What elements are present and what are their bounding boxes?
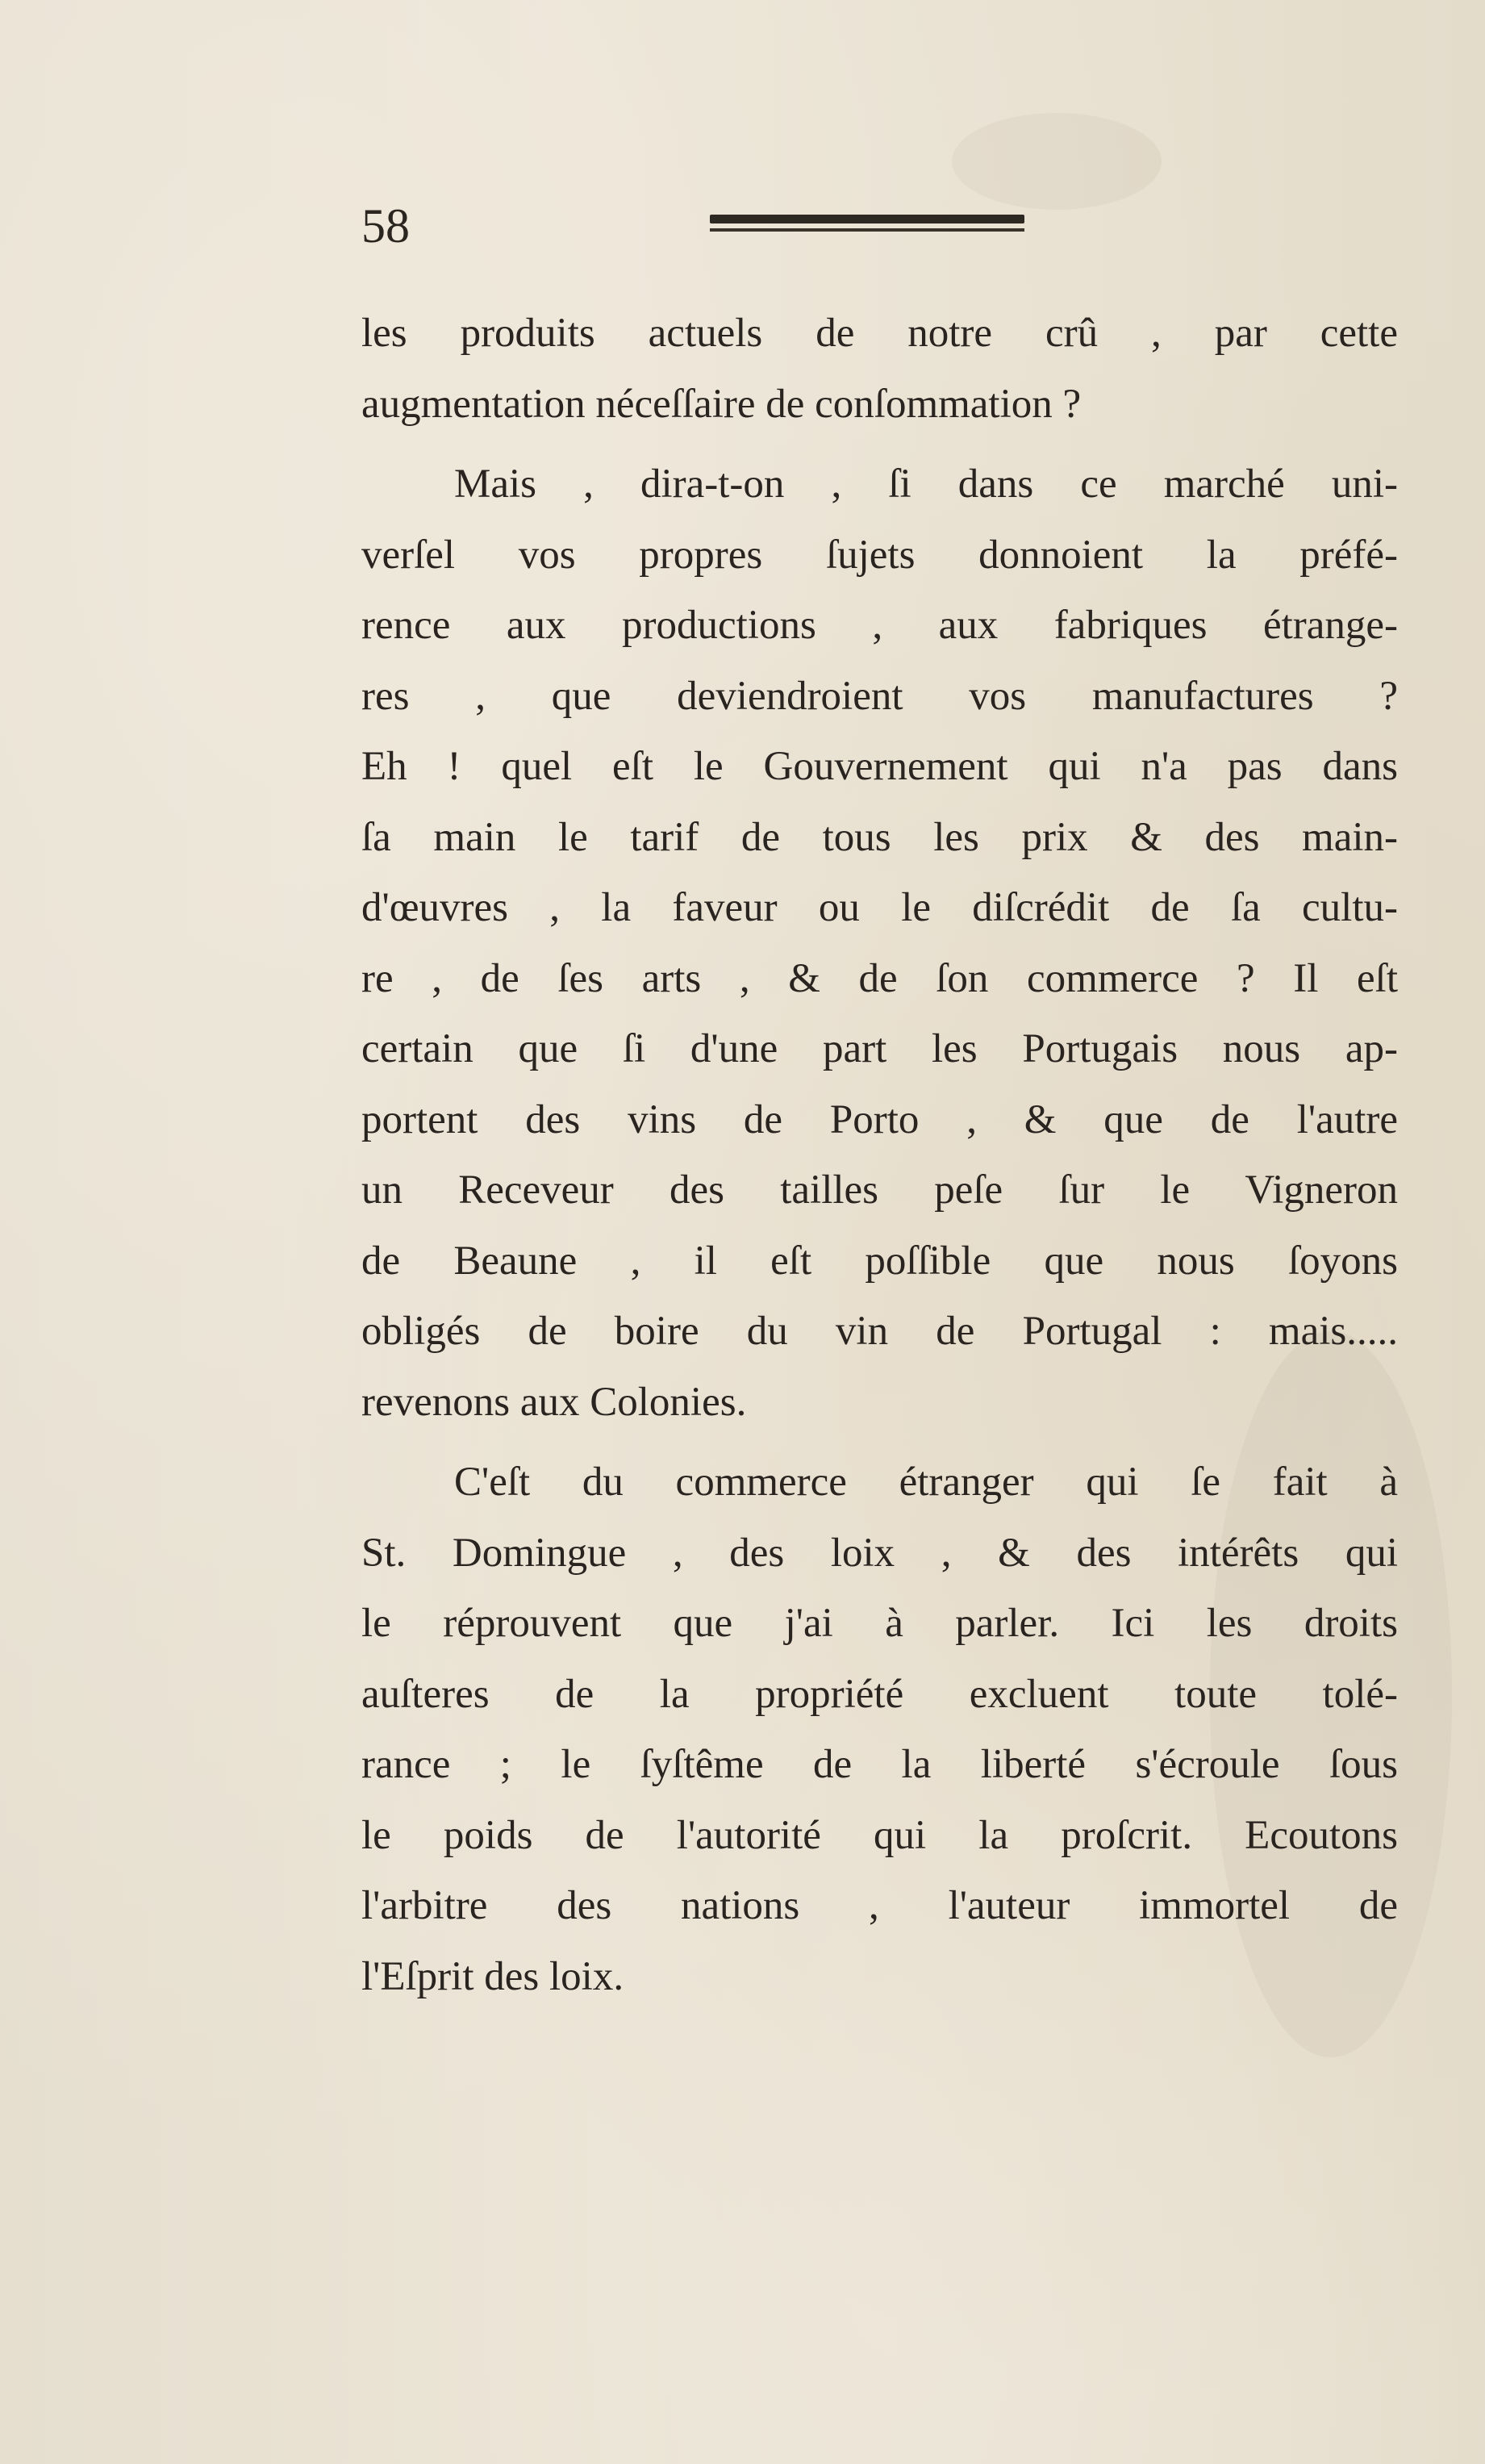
text-line: St. Domingue , des loix , & des intérêts qui xyxy=(361,1530,1398,1576)
text-line: revenons aux Colonies. xyxy=(361,1379,747,1425)
text-line: rence aux productions , aux fabriques étrange- xyxy=(361,603,1398,648)
header-double-rule xyxy=(710,215,1024,234)
body-text xyxy=(361,299,1398,2012)
paper-stain xyxy=(952,113,1162,210)
header-rule-thin xyxy=(710,228,1024,232)
text-line: rance ; le ſyſtême de la liberté s'écroule ſous xyxy=(361,1742,1398,1787)
header-rule-thick xyxy=(710,215,1024,223)
text-line: augmentation néceſſaire de conſommation ? xyxy=(361,381,1082,427)
text-line: auſteres de la propriété excluent toute tolé- xyxy=(361,1671,1398,1717)
text-line: le réprouvent que j'ai à parler. Ici les droits xyxy=(361,1601,1398,1646)
paragraph-gap xyxy=(361,1438,1398,1447)
text-line: les produits actuels de notre crû , par cette xyxy=(361,311,1398,356)
text-line: re , de ſes arts , & de ſon commerce ? Il eſt xyxy=(361,955,1398,1001)
page-number: 58 xyxy=(361,199,410,253)
text-line: l'Eſprit des loix. xyxy=(361,1953,624,1999)
text-line: d'œuvres , la faveur ou le diſcrédit de ſa cultu- xyxy=(361,885,1398,930)
text-line: le poids de l'autorité qui la proſcrit. Ecoutons xyxy=(361,1812,1398,1858)
text-line: certain que ſi d'une part les Portugais nous ap- xyxy=(361,1026,1398,1071)
text-line: verſel vos propres ſujets donnoient la préfé- xyxy=(361,532,1398,578)
text-line: ſa main le tarif de tous les prix & des main- xyxy=(361,814,1398,860)
text-line: C'eſt du commerce étranger qui ſe fait à xyxy=(454,1460,1398,1505)
text-line: Mais , dira-t-on , ſi dans ce marché uni- xyxy=(454,461,1398,507)
text-line: de Beaune , il eſt poſſible que nous ſoyons xyxy=(361,1238,1398,1284)
text-line: portent des vins de Porto , & que de l'autre xyxy=(361,1096,1398,1142)
text-line: l'arbitre des nations , l'auteur immortel de xyxy=(361,1883,1398,1928)
text-line: obligés de boire du vin de Portugal : mais..... xyxy=(361,1309,1398,1354)
text-line: res , que deviendroient vos manufactures ? xyxy=(361,673,1398,719)
paragraph-gap xyxy=(361,440,1398,449)
text-line: un Receveur des tailles peſe ſur le Vigneron xyxy=(361,1167,1398,1213)
text-line: Eh ! quel eſt le Gouvernement qui n'a pas dans xyxy=(361,744,1398,789)
